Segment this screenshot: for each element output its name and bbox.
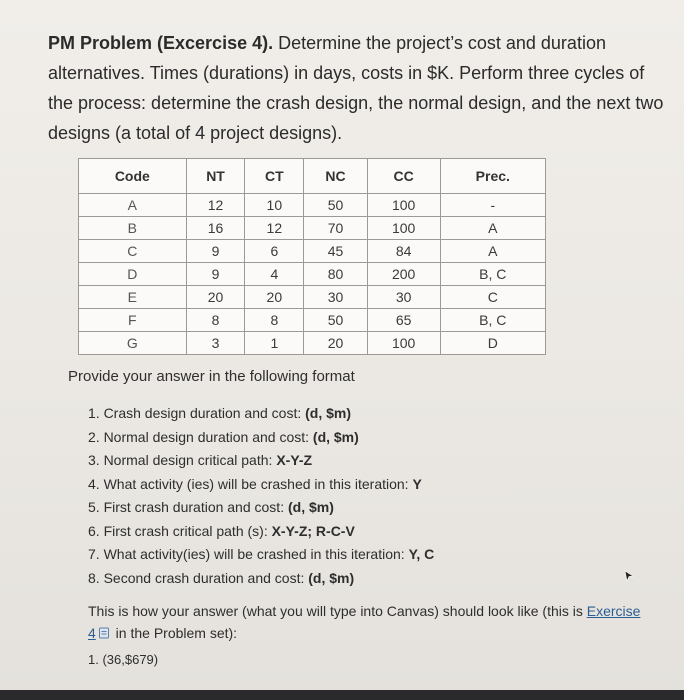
step-format: (d, $m) — [305, 405, 352, 421]
cell-code: C — [79, 240, 187, 263]
problem-heading — [48, 28, 668, 148]
list-item — [88, 567, 434, 591]
list-item — [88, 402, 434, 426]
example-note — [88, 600, 648, 644]
cell-prec: A — [440, 217, 545, 240]
cell-cc: 100 — [367, 194, 440, 217]
step-text: 1. Crash design duration and cost: — [88, 405, 306, 421]
cell-prec: C — [440, 286, 545, 309]
cell-nc: 50 — [304, 309, 367, 332]
cell-nt: 20 — [186, 286, 245, 309]
cell-cc: 100 — [367, 332, 440, 355]
cell-ct: 8 — [245, 309, 304, 332]
cell-code: D — [79, 263, 187, 286]
answer-format-list — [88, 402, 434, 590]
step-format: (d, $m) — [312, 428, 359, 445]
list-item — [88, 543, 434, 567]
cell-ct: 12 — [245, 217, 304, 240]
table-row — [79, 263, 546, 286]
cell-cc: 84 — [367, 240, 440, 263]
cell-prec: B, C — [440, 309, 545, 332]
cell-nt: 16 — [186, 217, 245, 240]
col-header-nc: NC — [304, 159, 367, 194]
activity-table — [78, 158, 546, 355]
list-item — [88, 520, 434, 544]
table-row — [79, 309, 546, 332]
table-row — [79, 286, 546, 309]
col-header-code: Code — [79, 159, 187, 194]
note-text-before: This is how your answer (what you will type into Canvas) should look like (this is — [88, 603, 587, 619]
step-format: X-Y-Z — [276, 452, 313, 468]
step-format: Y — [412, 475, 422, 492]
cell-nc: 45 — [304, 240, 367, 263]
problem-text: Determine the project’s cost and duration alternatives. Times (durations) in days, costs in $K. Perform three cycles of the process: determine the crash design, the normal design, and the next two designs (a total of 4 project designs). — [48, 33, 664, 143]
col-header-cc: CC — [367, 159, 440, 194]
cell-prec: D — [440, 332, 545, 355]
problem-title: PM Problem (Excercise 4). — [48, 33, 274, 53]
cell-nc: 50 — [304, 194, 367, 217]
file-icon[interactable] — [98, 627, 110, 639]
cell-nt: 8 — [186, 309, 245, 332]
step-format: X-Y-Z; R-C-V — [271, 522, 355, 539]
step-format: (d, $m) — [287, 499, 334, 515]
cell-ct: 1 — [245, 332, 304, 355]
mouse-cursor-icon — [624, 570, 634, 582]
col-header-prec: Prec. — [440, 159, 545, 194]
step-text: 2. Normal design duration and cost: — [88, 428, 313, 445]
table-header-row — [79, 159, 546, 194]
cell-code: B — [79, 217, 187, 240]
cell-code: E — [79, 286, 187, 309]
table-row — [79, 217, 546, 240]
list-item — [88, 426, 434, 450]
col-header-nt: NT — [186, 159, 245, 194]
step-text: 3. Normal design critical path: — [88, 452, 277, 468]
list-item — [88, 496, 434, 520]
cell-nc: 20 — [304, 332, 367, 355]
note-text-after: in the Problem set): — [111, 625, 238, 641]
step-text: 5. First crash duration and cost: — [88, 499, 288, 515]
exercise-4-link[interactable]: Exercise 4 — [88, 603, 641, 641]
cell-code: F — [79, 309, 187, 332]
cell-nc: 70 — [304, 217, 367, 240]
table-row — [79, 332, 546, 355]
cell-nc: 80 — [304, 263, 367, 286]
step-text: 7. What activity(ies) will be crashed in this iteration: — [88, 546, 409, 562]
cell-nt: 9 — [186, 263, 245, 286]
list-item — [88, 449, 434, 473]
cell-ct: 4 — [245, 263, 304, 286]
cell-nt: 12 — [186, 194, 245, 217]
cell-prec: - — [440, 194, 545, 217]
cell-nt: 9 — [186, 240, 245, 263]
cell-code: G — [79, 332, 187, 355]
bottom-bar — [0, 690, 684, 700]
col-header-ct: CT — [245, 159, 304, 194]
cell-nc: 30 — [304, 286, 367, 309]
cell-prec: A — [440, 240, 545, 263]
step-format: (d, $m) — [308, 569, 355, 586]
step-format: Y, C — [408, 546, 435, 562]
cell-nt: 3 — [186, 332, 245, 355]
answer-example: 1. (36,$679) — [88, 652, 159, 667]
cell-cc: 200 — [367, 263, 440, 286]
cell-cc: 100 — [367, 217, 440, 240]
cell-code: A — [79, 194, 187, 217]
step-text: 4. What activity (ies) will be crashed in this iteration: — [88, 475, 413, 492]
step-text: 8. Second crash duration and cost: — [88, 569, 309, 586]
list-item — [88, 473, 434, 497]
cell-ct: 10 — [245, 194, 304, 217]
table-row — [79, 194, 546, 217]
cell-cc: 30 — [367, 286, 440, 309]
table-row — [79, 240, 546, 263]
cell-cc: 65 — [367, 309, 440, 332]
cell-ct: 20 — [245, 286, 304, 309]
format-intro: Provide your answer in the following format — [68, 368, 355, 385]
cell-prec: B, C — [440, 263, 545, 286]
step-text: 6. First crash critical path (s): — [88, 522, 272, 539]
cell-ct: 6 — [245, 240, 304, 263]
